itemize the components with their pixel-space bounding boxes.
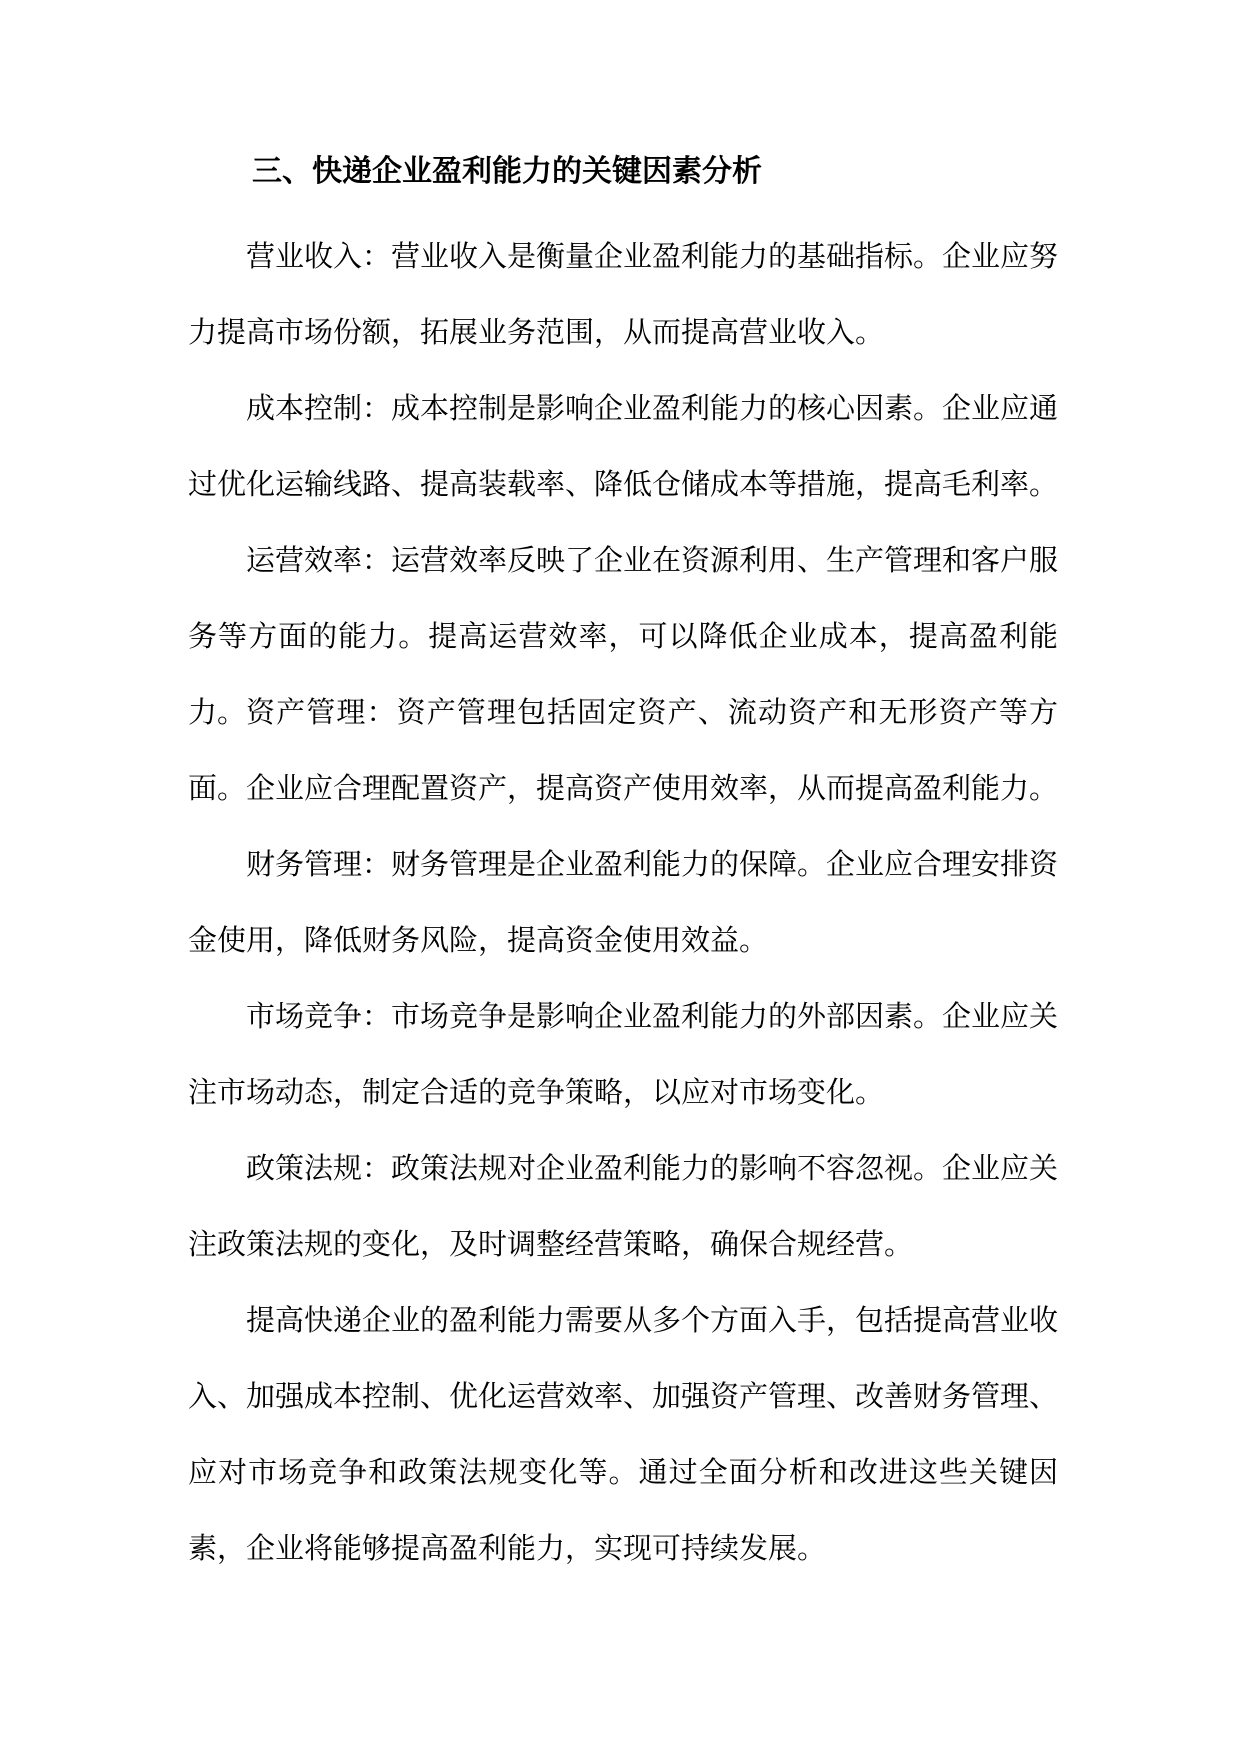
paragraph-asset-management: 资产管理：资产管理包括固定资产、流动资产和无形资产等方面。企业应合理配置资产，提高资产使用效率，从而提高盈利能力。 — [188, 695, 1059, 805]
paragraph-conclusion: 提高快递企业的盈利能力需要从多个方面入手，包括提高营业收入、加强成本控制、优化运营效率、加强资产管理、改善财务管理、应对市场竞争和政策法规变化等。通过全面分析和改进这些关键因素，企业将能够提高盈利能力，实现可持续发展。 — [188, 1303, 1059, 1565]
paragraph-operational-efficiency: 运营效率：运营效率反映了企业在资源利用、生产管理和客户服务等方面的能力。提高运营效率，可以降低企业成本，提高盈利能力。 — [188, 543, 1059, 729]
paragraph-market-competition: 市场竞争：市场竞争是影响企业盈利能力的外部因素。企业应关注市场动态，制定合适的竞争策略，以应对市场变化。 — [188, 999, 1059, 1109]
paragraph-policy-regulation: 政策法规：政策法规对企业盈利能力的影响不容忽视。企业应关注政策法规的变化，及时调整经营策略，确保合规经营。 — [188, 1151, 1059, 1261]
paragraph-cost-control: 成本控制：成本控制是影响企业盈利能力的核心因素。企业应通过优化运输线路、提高装载率、降低仓储成本等措施，提高毛利率。 — [188, 391, 1059, 501]
section-heading: 三、快递企业盈利能力的关键因素分析 — [252, 154, 762, 189]
paragraph-financial-management: 财务管理：财务管理是企业盈利能力的保障。企业应合理安排资金使用，降低财务风险，提高资金使用效益。 — [188, 847, 1059, 957]
paragraph-revenue: 营业收入：营业收入是衡量企业盈利能力的基础指标。企业应努力提高市场份额，拓展业务范围，从而提高营业收入。 — [188, 239, 1059, 349]
